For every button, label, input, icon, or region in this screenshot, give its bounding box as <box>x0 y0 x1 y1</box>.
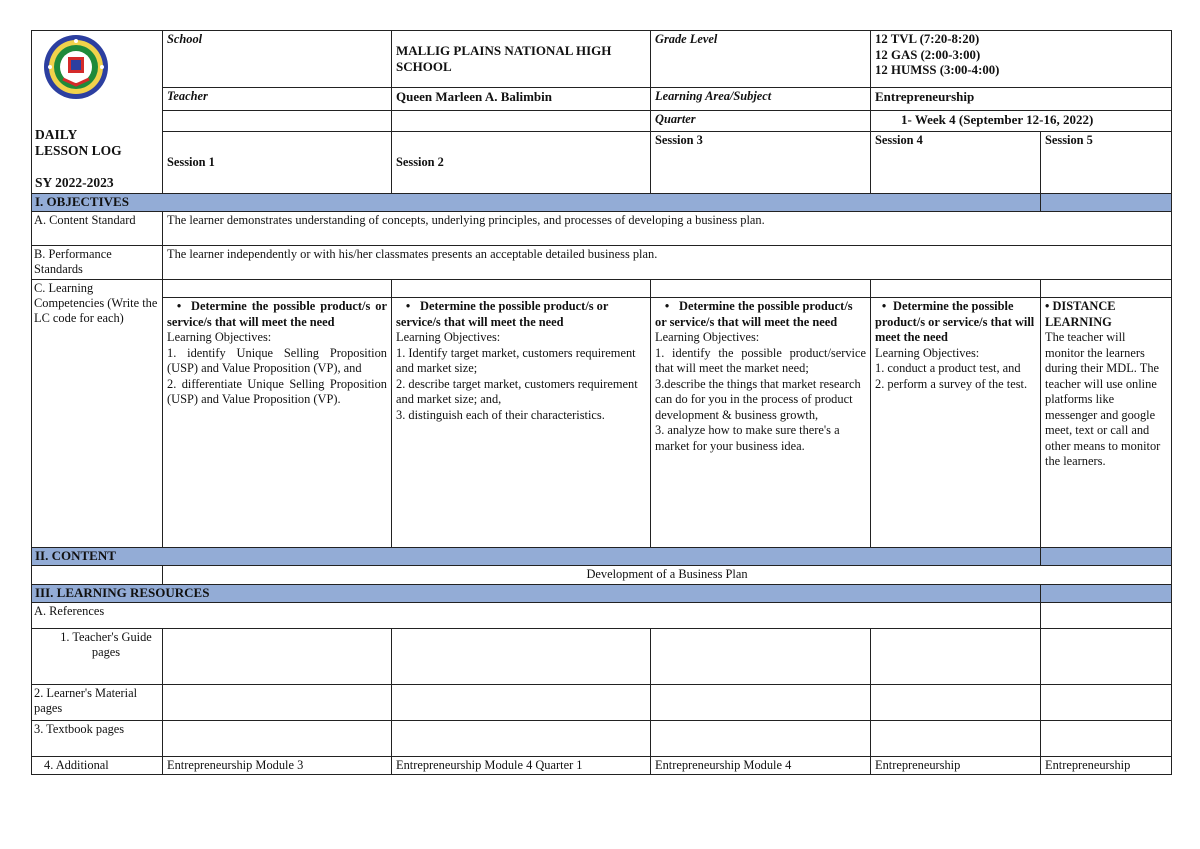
section-content: II. CONTENT <box>32 548 1041 566</box>
empty-cell <box>871 628 1041 684</box>
empty-cell <box>163 720 392 756</box>
empty-cell <box>1041 280 1172 298</box>
empty-cell <box>32 566 163 585</box>
competency-session-2 <box>392 298 651 548</box>
lo-label: Learning Objectives: <box>655 330 760 344</box>
content-standard-label: A. Content Standard <box>32 212 163 246</box>
objective-item: 2. differentiate Unique Selling Proposition (USP) and Value Proposition (VP). <box>167 376 387 406</box>
grade-level-values <box>871 31 1172 88</box>
grade-value-tvl: 12 TVL (7:20-8:20) <box>875 32 980 46</box>
teacher-value: Queen Marleen A. Balimbin <box>392 88 651 111</box>
lo-label: Learning Objectives: <box>396 330 501 344</box>
objective-item: 1. identify Unique Selling Proposition (USP) and Value Proposition (VP), and <box>167 345 387 375</box>
empty-cell <box>392 628 651 684</box>
competency-title: Determine the possible product/s or service/s that will meet the need <box>167 299 387 329</box>
objective-item: 1. Identify target market, customers requirement and market size; <box>396 345 636 375</box>
grade-value-humss: 12 HUMSS (3:00-4:00) <box>875 63 1000 77</box>
objective-item: 3.describe the things that market research can do for you in the process of product development & business growth, <box>655 376 861 422</box>
empty-cell <box>163 628 392 684</box>
distance-learning-title: DISTANCE LEARNING <box>1045 299 1116 329</box>
grade-level-label: Grade Level <box>651 31 871 88</box>
school-value: MALLIG PLAINS NATIONAL HIGH SCHOOL <box>392 31 651 88</box>
teachers-guide-label: 1. Teacher's Guide pages <box>32 628 163 684</box>
empty-cell <box>163 280 392 298</box>
teacher-label: Teacher <box>163 88 392 111</box>
objective-item: 1. identify the possible product/service that will meet the market need; <box>655 345 866 375</box>
content-topic: Development of a Business Plan <box>163 566 1172 585</box>
empty-cell <box>392 110 651 132</box>
section-band-end <box>1041 548 1172 566</box>
empty-cell <box>651 720 871 756</box>
session-2-header: Session 2 <box>392 132 651 194</box>
learners-material-label: 2. Learner's Material pages <box>32 684 163 720</box>
competency-session-5 <box>1041 298 1172 548</box>
empty-cell <box>871 684 1041 720</box>
references-label: A. References <box>32 602 1041 628</box>
empty-cell <box>651 684 871 720</box>
competencies-label <box>32 280 163 548</box>
objective-item: 2. describe target market, customers requirement and market size; and, <box>396 376 638 406</box>
daily-lesson-log-table <box>31 30 1172 775</box>
lo-label: Learning Objectives: <box>875 345 980 360</box>
session-3-header: Session 3 <box>651 132 871 194</box>
performance-standard-text: The learner independently or with his/her classmates presents an acceptable detailed business plan. <box>163 246 1172 280</box>
empty-cell <box>1041 628 1172 684</box>
lo-label: Learning Objectives: <box>167 330 272 344</box>
empty-cell <box>1041 720 1172 756</box>
empty-cell <box>1041 684 1172 720</box>
competency-session-3 <box>651 298 871 548</box>
competencies-label-line2: Competencies (Write the LC code for each) <box>34 296 158 325</box>
section-band-end <box>1041 584 1172 602</box>
empty-cell <box>651 628 871 684</box>
additional-session-3: Entrepreneurship Module 4 <box>651 756 871 775</box>
section-resources: III. LEARNING RESOURCES <box>32 584 1041 602</box>
bullet-icon: • <box>405 299 411 313</box>
empty-cell <box>392 280 651 298</box>
session-4-header: Session 4 <box>871 132 1041 194</box>
bullet-icon: • <box>664 299 670 313</box>
additional-session-5: Entrepreneurship <box>1041 756 1172 775</box>
school-seal-logo <box>39 33 113 101</box>
competency-title: Determine the possible product/s or service/s that will meet the need <box>396 299 609 329</box>
distance-learning-text: The teacher will monitor the learners during their MDL. The teacher will use online platforms like messenger and google meet, text or call and other means to monitor the learners. <box>1045 330 1161 468</box>
empty-cell <box>871 720 1041 756</box>
objective-item: 3. distinguish each of their characteristics. <box>396 407 605 422</box>
textbook-label: 3. Textbook pages <box>32 720 163 756</box>
empty-cell <box>163 684 392 720</box>
header-left-cell <box>32 31 163 194</box>
competency-title: Determine the possible product/s or service/s that will meet the need <box>875 299 1035 344</box>
quarter-value: 1- Week 4 (September 12-16, 2022) <box>871 110 1172 132</box>
bullet-icon: • <box>1045 299 1053 313</box>
bullet-icon: • <box>176 299 182 313</box>
empty-cell <box>871 280 1041 298</box>
empty-cell <box>651 280 871 298</box>
additional-session-2: Entrepreneurship Module 4 Quarter 1 <box>392 756 651 775</box>
school-label: School <box>163 31 392 88</box>
additional-session-4: Entrepreneurship <box>871 756 1041 775</box>
bullet-icon: • <box>881 299 887 313</box>
empty-cell <box>392 684 651 720</box>
objective-item: 2. perform a survey of the test. <box>875 376 1028 391</box>
objective-item: 3. analyze how to make sure there's a market for your business idea. <box>655 423 840 453</box>
performance-standard-label: B. Performance Standards <box>32 246 163 280</box>
objective-item: 1. conduct a product test, and <box>875 361 1021 375</box>
additional-session-1: Entrepreneurship Module 3 <box>163 756 392 775</box>
session-5-header: Session 5 <box>1041 132 1172 194</box>
quarter-label: Quarter <box>651 110 871 132</box>
empty-cell <box>392 720 651 756</box>
subject-label: Learning Area/Subject <box>651 88 871 111</box>
competencies-label-line1: C. Learning <box>34 281 94 295</box>
additional-label: 4. Additional <box>32 756 163 775</box>
doc-title-lesson-log: LESSON LOG <box>35 143 122 158</box>
section-band-end <box>1041 194 1172 212</box>
session-1-header: Session 1 <box>163 132 392 194</box>
competency-session-4 <box>871 298 1041 548</box>
competency-title: Determine the possible product/s or service/s that will meet the need <box>655 299 853 329</box>
empty-cell <box>163 110 392 132</box>
school-year: SY 2022-2023 <box>35 175 114 190</box>
empty-cell <box>1041 602 1172 628</box>
grade-value-gas: 12 GAS (2:00-3:00) <box>875 47 981 62</box>
competency-session-1 <box>163 298 392 548</box>
doc-title-daily: DAILY <box>35 127 78 142</box>
section-objectives: I. OBJECTIVES <box>32 194 1041 212</box>
content-standard-text: The learner demonstrates understanding of concepts, underlying principles, and processes of developing a business plan. <box>163 212 1172 246</box>
subject-value: Entrepreneurship <box>871 88 1172 111</box>
